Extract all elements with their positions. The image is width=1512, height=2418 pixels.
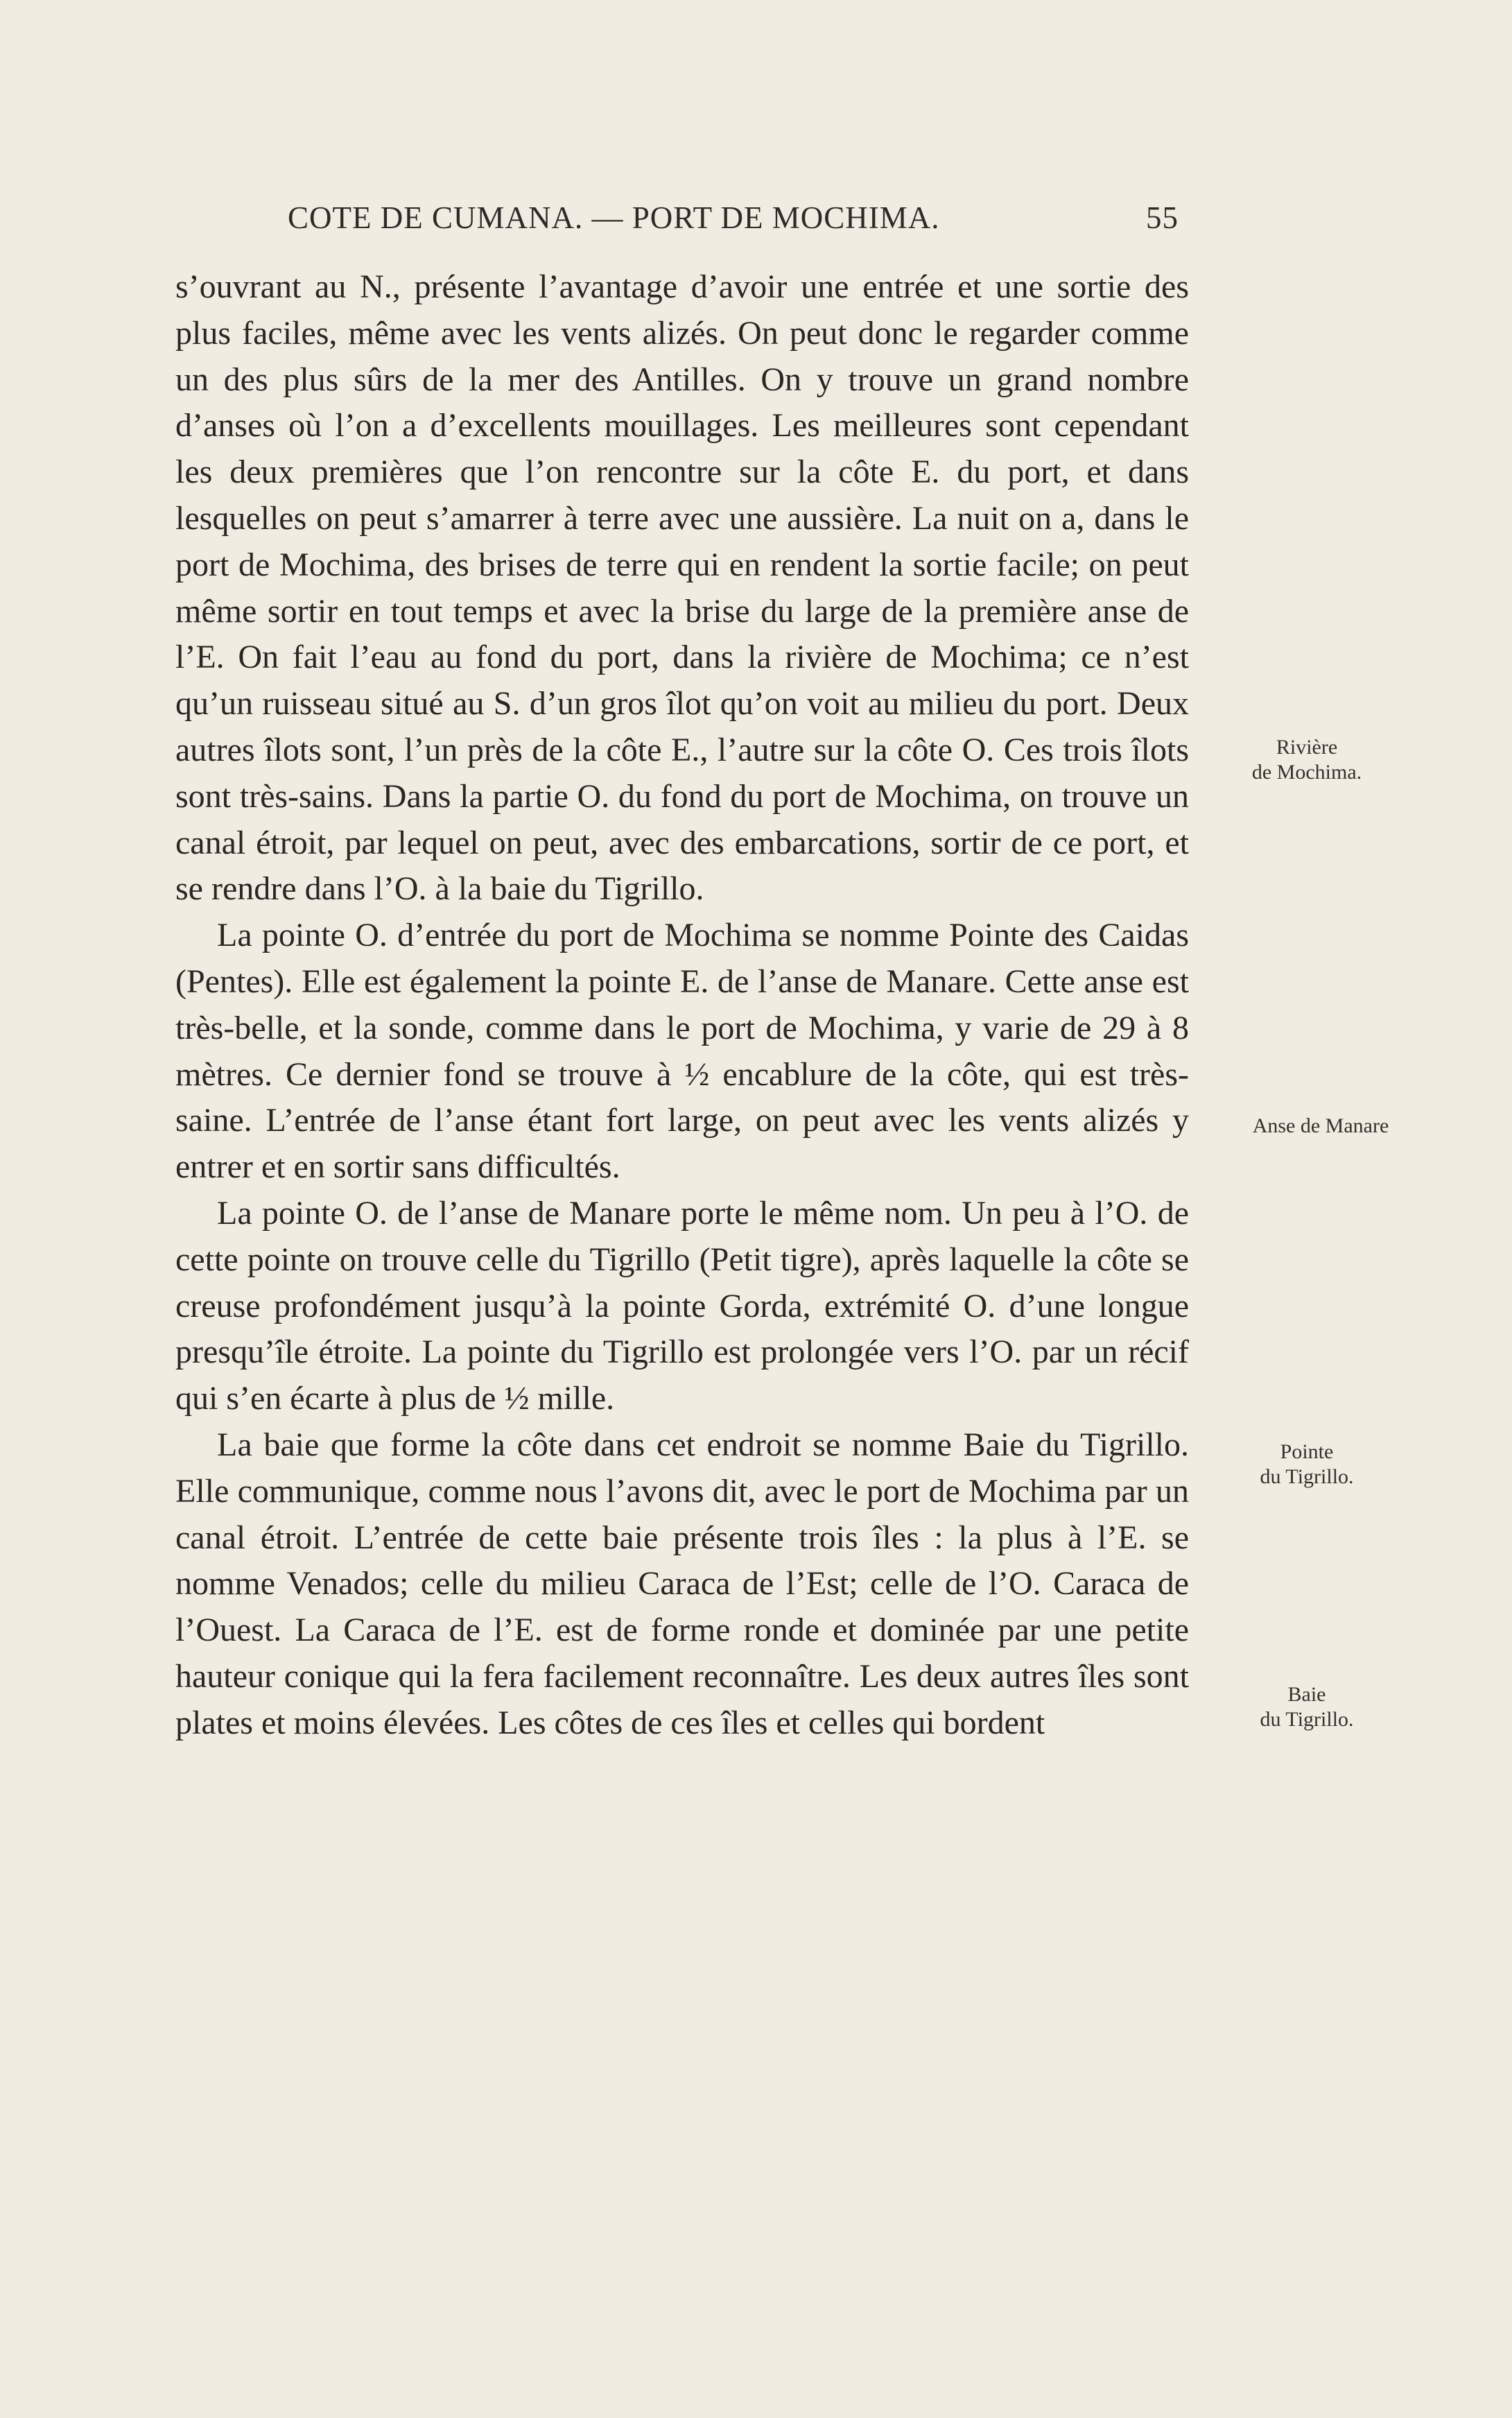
running-title: COTE DE CUMANA. — PORT DE MOCHIMA. xyxy=(288,200,940,235)
margin-note-baie xyxy=(1217,1682,1397,1732)
paragraph: La baie que forme la côte dans cet endroit se nomme Baie du Tigrillo. Elle communique, comme nous l’avons dit, avec le port de Mochima par un canal étroit. L’entrée de cette baie présente trois îles : la plus à l’E. se nomme Venados; celle du milieu Caraca de l’Est; celle de l’O. Caraca de l’Ouest. La Caraca de l’E. est de forme ronde et dominée par une petite hauteur conique qui la fera facilement reconnaître. Les deux autres îles sont plates et moins élevées. Les côtes de ces îles et celles qui bordent xyxy=(175,1426,1189,1741)
paragraph: La pointe O. d’entrée du port de Mochima se nomme Pointe des Caidas (Pentes). Elle est également la pointe E. de l’anse de Manare. Cette anse est très-belle, et la sonde, comme dans le port de Mochima, y varie de 29 à 8 mètres. Ce dernier fond se trouve à ½ encablure de la côte, qui est très-saine. L’entrée de l’anse étant fort large, on peut avec les vents alizés y entrer et en sortir sans difficultés. xyxy=(175,917,1189,1186)
margin-note-line: du Tigrillo. xyxy=(1260,1708,1354,1731)
margin-note-line: Rivière xyxy=(1276,736,1338,759)
page-number: 55 xyxy=(1146,200,1179,235)
paragraph: s’ouvrant au N., présente l’avantage d’avoir une entrée et une sortie des plus faciles, même avec les vents alizés. On peut donc le regarder comme un des plus sûrs de la mer des Antilles. On y trouve un grand nombre d’anses où l’on a d’excellents mouillages. Les meilleures sont cependant les deux premières que l’on rencontre sur la côte E. du port, et dans lesquelles on peut s’amarrer à terre avec une aussière. La nuit on a, dans le port de Mochima, des brises de terre qui en rendent la sortie facile; on peut même sortir en tout temps et avec la brise du large de la première anse de l’E. On fait l’eau au fond du port, dans la rivière de Mochima; ce n’est qu’un ruisseau situé au S. d’un gros îlot qu’on voit au milieu du port. Deux autres îlots sont, l’un près de la côte E., l’autre sur la côte O. Ces trois îlots sont très-sains. Dans la partie O. du fond du port de Mochima, on trouve un canal étroit, par lequel on peut, avec des embarcations, sortir de ce port, et se rendre dans l’O. à la baie du Tigrillo. xyxy=(175,268,1189,908)
margin-note-line: du Tigrillo. xyxy=(1260,1465,1354,1488)
margin-note-riviere xyxy=(1217,735,1397,785)
body-text xyxy=(175,264,1189,1747)
margin-note-line: Anse de Manare xyxy=(1252,1114,1389,1137)
margin-note-line: Baie xyxy=(1287,1683,1326,1706)
margin-note-pointe xyxy=(1217,1440,1397,1489)
paragraph: La pointe O. de l’anse de Manare porte le même nom. Un peu à l’O. de cette pointe on trouve celle du Tigrillo (Petit tigre), après laquelle la côte se creuse profondément jusqu’à la pointe Gorda, extrémité O. d’une longue presqu’île étroite. La pointe du Tigrillo est prolongée vers l’O. par un récif qui s’en écarte à plus de ½ mille. xyxy=(175,1194,1189,1417)
margin-note-line: de Mochima. xyxy=(1251,761,1362,784)
margin-note-anse xyxy=(1217,1114,1425,1139)
running-header xyxy=(288,200,1179,245)
margin-note-line: Pointe xyxy=(1280,1440,1334,1463)
